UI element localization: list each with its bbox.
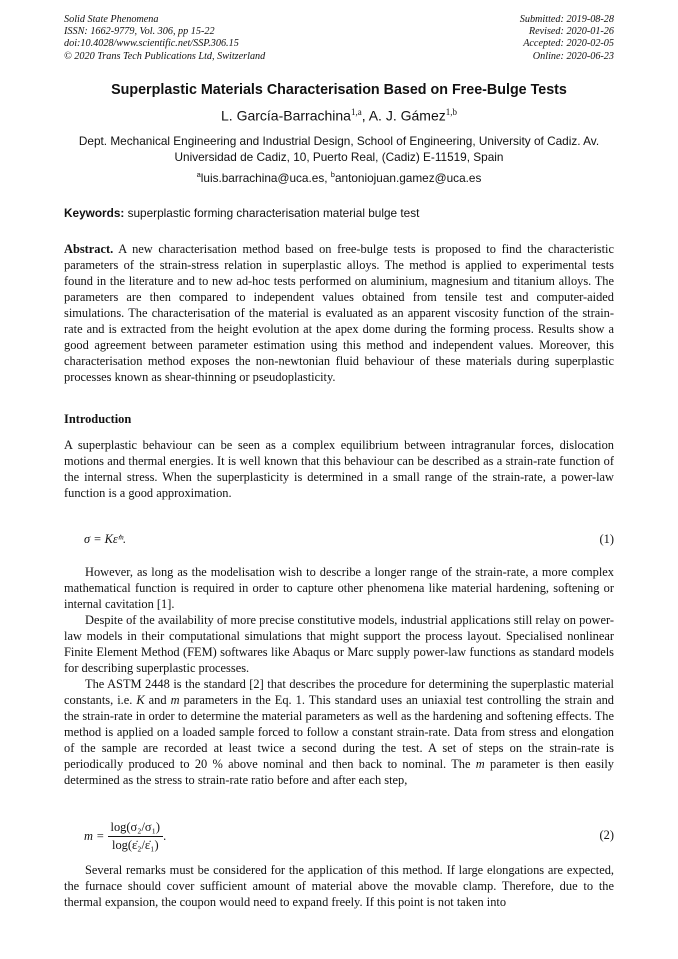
email-b-marker: b [330, 170, 335, 179]
journal-name: Solid State Phenomena [64, 14, 159, 25]
equation-2-number: (2) [599, 828, 614, 842]
email-separator: , [324, 170, 331, 185]
doi-line[interactable]: doi:10.4028/www.scientific.net/SSP.306.15 [64, 38, 239, 50]
journal-info [64, 14, 265, 63]
submitted-date: Submitted: 2019-08-28 [519, 14, 614, 25]
intro-paragraph-4 [64, 676, 614, 788]
paper-title: Superplastic Materials Characterisation Based on Free-Bulge Tests [111, 82, 567, 98]
email-a-marker: a [196, 170, 201, 179]
author-1: L. García-Barrachina [221, 107, 351, 124]
abstract-text: A new characterisation method based on free-bulge tests is proposed to find the characteristic parameters of the strain-stress relation in superplastic alloys. The method is applied to experimental tests found in the literature and to new ad-hoc tests performed on aluminium, magnesium and titanium alloys. The parameters are then compared to independent values obtained from tensile test and computer-aided simulations. The characterisation of the material is evaluated as an apparent viscosity function of the strain-rate and is extracted from the height evolution at the apex dome during the forming process. Results show a good agreement between parameter estimation using this method and independent values. Moreover, this characterisation method exposes the non-newtonian fluid behaviour of these materials during superplastic processes known as shear-thinning or pseudoplasticity. [64, 242, 614, 384]
issn-line: ISSN: 1662-9779, Vol. 306, pp 15-22 [64, 26, 215, 38]
online-date: Online: 2020-06-23 [532, 50, 614, 62]
email-a[interactable]: luis.barrachina@uca.es [200, 170, 325, 185]
affiliation: Dept. Mechanical Engineering and Industrial Design, School of Engineering, University of Cadiz. Av. Universidad de Cadiz, 10, Puerto Real, (Cadiz) E-11519, Spain [78, 134, 600, 164]
equation-2-lhs: m = [84, 828, 105, 843]
author-2-affiliation: 1,b [445, 107, 457, 117]
submission-dates [520, 14, 614, 63]
equation-1 [64, 532, 614, 548]
equation-2 [64, 816, 614, 856]
author-separator: , [361, 107, 369, 124]
copyright-line: © 2020 Trans Tech Publications Ltd, Switzerland [64, 50, 266, 62]
abstract [64, 241, 614, 385]
equation-2-period: . [163, 828, 167, 843]
p4-text-b: and [144, 693, 171, 707]
intro-paragraph-1: A superplastic behaviour can be seen as a complex equilibrium between intragranular forces, dislocation motions and thermal energies. It is well known that this behaviour can be described as a strain-rate function of the internal stress. When the superplasticity is determined in a small range of the strain-rate, a power-law function is a good approximation. [64, 438, 614, 500]
equation-2-denominator: log(ε̇₂/ε̇₁) [112, 837, 159, 852]
equation-1-number: (1) [599, 532, 614, 546]
intro-paragraph-2: However, as long as the modelisation wish to describe a longer range of the strain-rate, a more complex mathematical function is required in order to capture other phenomena like material hardening, softening or internal cavitation [1]. [64, 565, 614, 611]
revised-date: Revised: 2020-01-26 [528, 26, 614, 38]
author-2: A. J. Gámez [368, 107, 446, 124]
p4-symbol-m: m [170, 693, 180, 707]
intro-paragraph-3: Despite of the availability of more precise constitutive models, industrial applications still relay on power-law models in their computational simulations that might support the process layout. Specialised nonlinear Finite Element Method (FEM) softwares like Abaqus or Marc supply power-law functions as standard models for describing superplastic processes. [64, 613, 614, 675]
author-1-affiliation: 1,a [350, 107, 362, 117]
p4-text-a: The ASTM 2448 is the standard [2] that describes the procedure for determining the superplastic material constants, i.e. [64, 677, 614, 707]
keywords [64, 206, 614, 220]
email-b[interactable]: antoniojuan.gamez@uca.es [334, 170, 482, 185]
abstract-label: Abstract. [64, 242, 114, 256]
equation-2-fraction [108, 819, 167, 853]
keywords-text: superplastic forming characterisation material bulge test [127, 206, 420, 220]
keywords-label: Keywords: [64, 206, 125, 220]
introduction-heading: Introduction [64, 412, 132, 426]
equation-1-expression: σ = Kε̇ᵐ. [84, 532, 127, 546]
accepted-date: Accepted: 2020-02-05 [523, 38, 614, 50]
p4-text-c: parameters in the Eq. 1. This standard uses an uniaxial test controlling the strain and the strain-rate in order to determine the material parameters as well as the hardening and softening effects. The method is applied on a loaded sample forced to follow a constant strain-rate. Data from stress and elongation of the sample are recorded at least twice a second during the test. A set of steps on the strain-rate is periodically produced to 20 % above nominal and then back to nominal. The [64, 693, 614, 771]
author-list [0, 107, 678, 124]
p4-symbol-m2: m [475, 757, 485, 771]
equation-2-expression [84, 816, 166, 856]
p4-text-d: parameter is then easily determined as the stress to strain-rate ratio before and after each step, [64, 757, 614, 787]
author-emails [0, 170, 678, 185]
equation-2-numerator: log(σ₂/σ₁) [108, 820, 164, 837]
intro-paragraph-5: Several remarks must be considered for the application of this method. If large elongations are expected, the furnace should cover sufficient amount of material above the movable clamp. Therefore, due to the thermal expansion, the coupon would need to expand freely. If this point is not taken into [64, 863, 614, 909]
p4-symbol-k: K [136, 693, 145, 707]
